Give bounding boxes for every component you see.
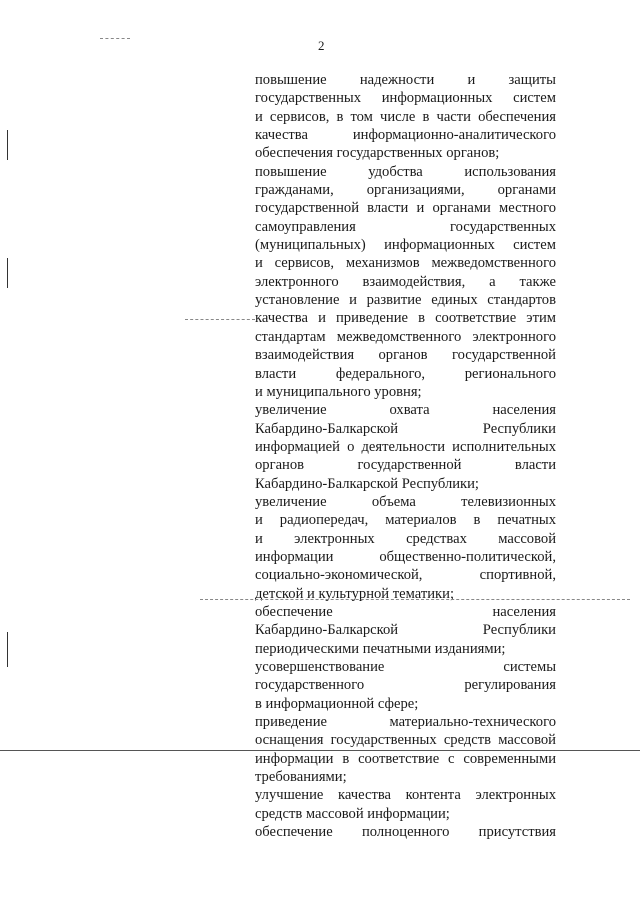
scan-artifact-line xyxy=(200,599,630,600)
text-line: качества информационно-аналитического xyxy=(255,127,556,144)
text-line: периодическими печатными изданиями; xyxy=(255,640,506,657)
text-line: государственной власти и органами местного xyxy=(255,200,556,217)
text-line: информации общественно-политической, xyxy=(255,548,556,565)
text-line: средств массовой информации; xyxy=(255,805,450,822)
page-number: 2 xyxy=(318,38,325,53)
scan-edge-mark xyxy=(7,632,8,667)
text-line: и сервисов, механизмов межведомственного xyxy=(255,255,556,272)
text-line: и муниципального уровня; xyxy=(255,383,422,400)
text-line: органов государственной власти xyxy=(255,457,556,474)
text-line: электронного взаимодействия, а также xyxy=(255,273,556,290)
text-line: в информационной сфере; xyxy=(255,695,419,712)
text-line: Кабардино-Балкарской Республики; xyxy=(255,475,479,492)
text-line: усовершенствование системы xyxy=(255,659,556,675)
text-line: информацией о деятельности исполнительных xyxy=(255,438,556,455)
text-line: увеличение объема телевизионных xyxy=(255,493,556,510)
text-line: повышение надежности и защиты xyxy=(255,72,556,88)
scan-artifact-line xyxy=(0,750,640,751)
text-line: повышение удобства использования xyxy=(255,163,556,180)
text-line: установление и развитие единых стандартов xyxy=(255,292,556,309)
text-line: власти федерального, регионального xyxy=(255,365,556,382)
text-line: государственного регулирования xyxy=(255,677,556,694)
text-line: Кабардино-Балкарской Республики xyxy=(255,420,556,437)
text-line: социально-экономической, спортивной, xyxy=(255,567,556,584)
text-line: самоуправления государственных xyxy=(255,218,556,235)
text-line: качества и приведение в соответствие этим xyxy=(255,310,556,327)
text-line: улучшение качества контента электронных xyxy=(255,787,556,804)
text-line: приведение материально-технического xyxy=(255,714,556,731)
text-line: и электронных средствах массовой xyxy=(255,530,556,547)
text-line: увеличение охвата населения xyxy=(255,402,556,419)
text-line: требованиями; xyxy=(255,769,347,786)
text-line: детской и культурной тематики; xyxy=(255,585,454,602)
text-line: государственных информационных систем xyxy=(255,90,556,107)
scan-edge-mark xyxy=(7,258,8,288)
text-line: Кабардино-Балкарской Республики xyxy=(255,622,556,639)
text-line: (муниципальных) информационных систем xyxy=(255,237,556,254)
scan-edge-mark xyxy=(7,130,8,160)
scan-artifact-line xyxy=(100,38,130,39)
document-body xyxy=(255,71,556,841)
text-line: информации в соответствие с современными xyxy=(255,750,556,767)
text-line: обеспечение населения xyxy=(255,603,556,620)
text-line: и радиопередач, материалов в печатных xyxy=(255,512,556,529)
text-line: взаимодействия органов государственной xyxy=(255,347,556,364)
text-line: и сервисов, в том числе в части обеспечения xyxy=(255,108,556,125)
text-line: обеспечение полноценного присутствия xyxy=(255,824,556,841)
scan-artifact-line xyxy=(185,319,255,320)
text-line: оснащения государственных средств массовой xyxy=(255,732,556,749)
text-line: стандартам межведомственного электронного xyxy=(255,328,556,345)
text-line: гражданами, организациями, органами xyxy=(255,182,556,199)
text-line: обеспечения государственных органов; xyxy=(255,145,500,162)
